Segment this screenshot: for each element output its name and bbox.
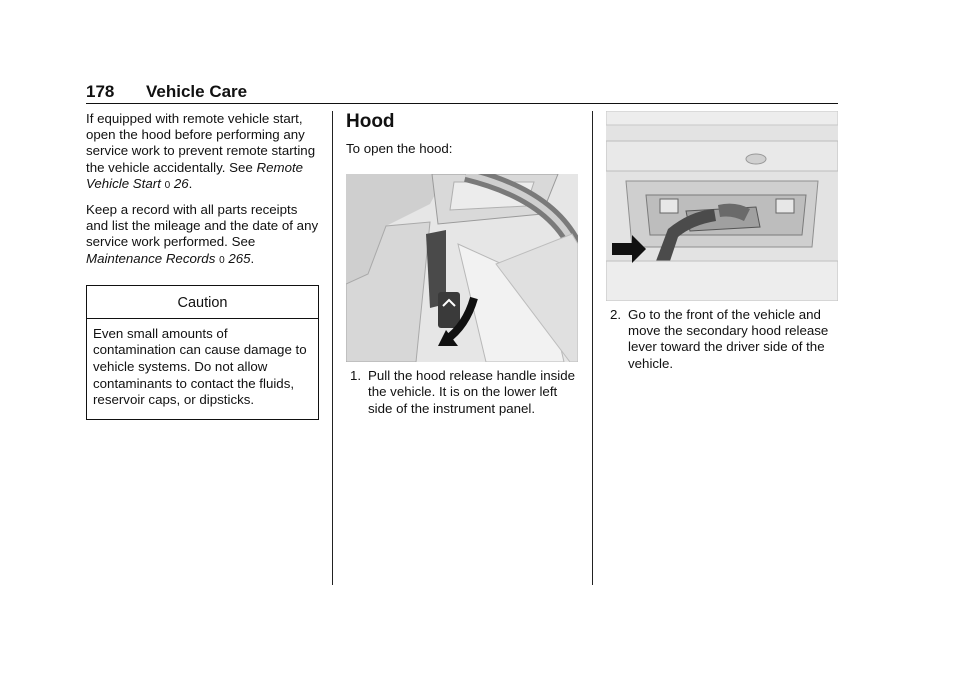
step-text: Go to the front of the vehicle and move the secondary hood release lever toward the driver side of the vehicle. (628, 307, 829, 371)
caution-title: Caution (87, 286, 318, 319)
records-paragraph: Keep a record with all parts receipts and list the mileage and the date of any service work performed. See Maintenance Records 0 265. (86, 202, 319, 266)
column-left (86, 111, 322, 420)
header-divider (86, 103, 838, 104)
list-item (606, 307, 838, 372)
hood-release-handle-figure (346, 174, 578, 362)
steps-list-2 (606, 307, 838, 372)
step-text: Pull the hood release handle inside the vehicle. It is on the lower left side of the instrument panel. (368, 368, 575, 416)
hood-heading: Hood (346, 111, 395, 132)
hood-release-handle-icon (438, 292, 460, 328)
remote-start-paragraph: If equipped with remote vehicle start, open the hood before performing any service work to prevent remote starting the vehicle accidentally. See Remote Vehicle Start 0 26. (86, 111, 316, 191)
latch-illustration (606, 111, 838, 301)
interior-illustration (346, 174, 578, 362)
caution-box (86, 285, 319, 420)
page-ref-arrow-icon: 0 (219, 254, 225, 266)
hood-intro: To open the hood: (346, 141, 453, 156)
column-middle (346, 111, 578, 417)
section-title: Vehicle Care (146, 82, 248, 101)
page-number: 178 (86, 82, 115, 101)
caution-body: Even small amounts of contamination can cause damage to vehicle systems. Do not allow contaminants to contact the fluids, reservoir caps, or dipsticks. (93, 325, 307, 408)
column-divider-left (332, 111, 333, 585)
maintenance-records-page[interactable]: 265 (228, 250, 251, 266)
list-item (346, 368, 578, 417)
step-number: 2. (610, 307, 622, 322)
secondary-release-figure (606, 111, 838, 301)
column-divider-right (592, 111, 593, 585)
remote-vehicle-start-page[interactable]: 26 (173, 175, 189, 191)
maintenance-records-link[interactable]: Maintenance Records (86, 250, 216, 266)
steps-list-1 (346, 368, 578, 417)
page-ref-arrow-icon: 0 (164, 179, 171, 191)
step-number: 1. (350, 368, 362, 384)
remote-vehicle-start-link[interactable]: Remote Vehicle Start (86, 159, 304, 191)
column-right (606, 111, 838, 372)
